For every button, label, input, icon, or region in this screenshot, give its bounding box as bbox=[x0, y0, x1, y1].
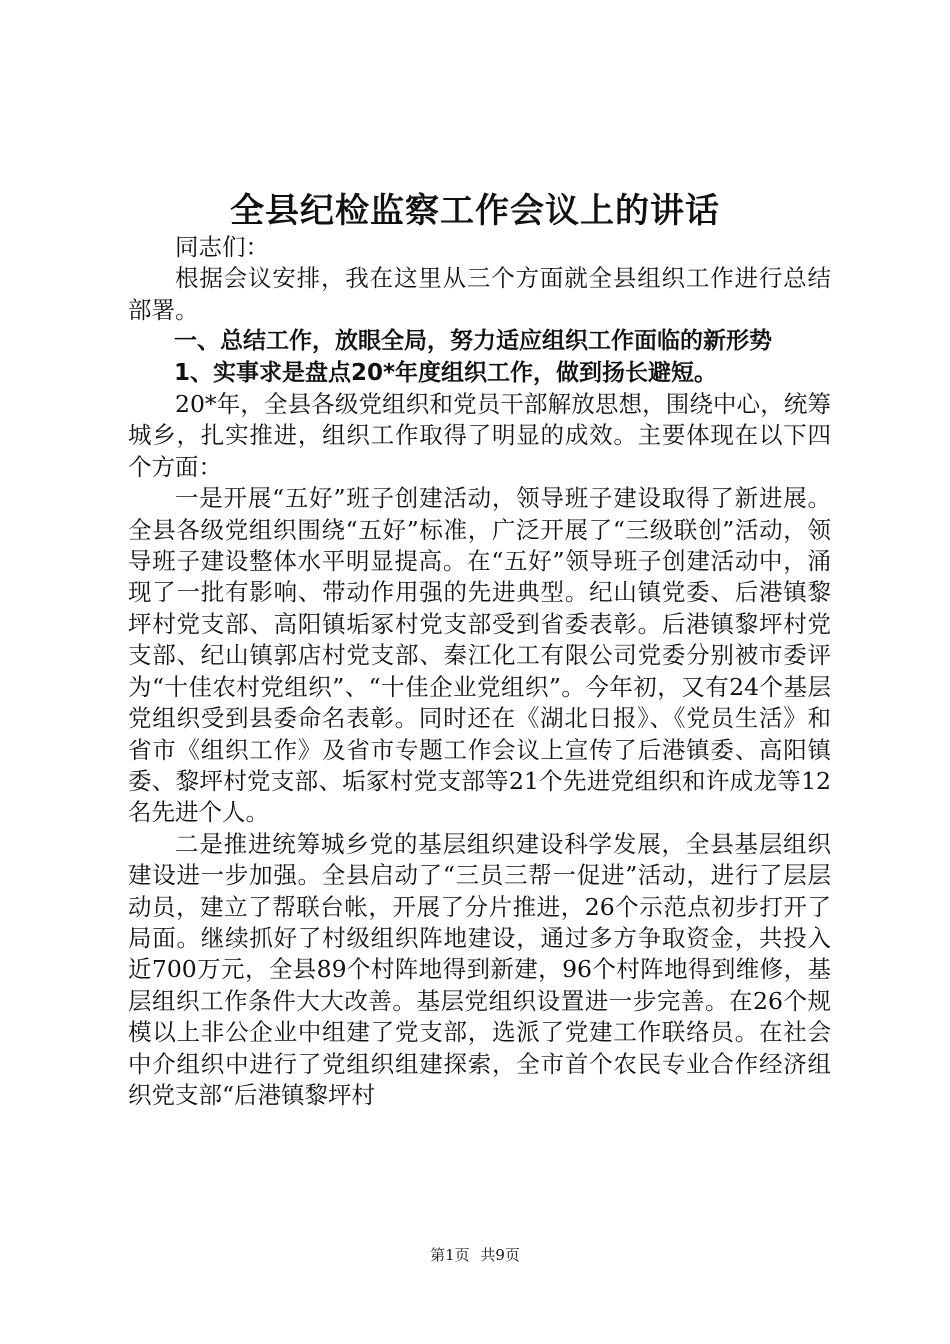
subsection-heading: 1、实事求是盘点20*年度组织工作，做到扬长避短。 bbox=[174, 359, 718, 386]
page-footer bbox=[0, 1244, 950, 1265]
paragraph: 二是推进统筹城乡党的基层组织建设科学发展，全县基层组织建设进一步加强。全县启动了“三员三帮一促进”活动，进行了层层动员，建立了帮联台帐，开展了分片推进，26个示范点初步打开了局面。继续抓好了村级组织阵地建设，通过多方争取资金，共投入近700万元，全县89个村阵地得到新建，96个村阵地得到维修，基层组织工作条件大大改善。基层党组织设置进一步完善。在26个规模以上非公企业中组建了党支部，选派了党建工作联络员。在社会中介组织中进行了党组织组建探索，全市首个农民专业合作经济组织党支部“后港镇黎坪村 bbox=[128, 829, 831, 1109]
document-title: 全县纪检监察工作会议上的讲话 bbox=[230, 191, 720, 231]
page-number: 第1页 bbox=[430, 1246, 470, 1264]
section-heading: 一、总结工作，放眼全局，努力适应组织工作面临的新形势 bbox=[174, 328, 772, 355]
paragraph: 20*年，全县各级党组织和党员干部解放思想，围绕中心，统筹城乡，扎实推进，组织工作取得了明显的成效。主要体现在以下四个方面： bbox=[128, 390, 831, 481]
paragraph: 同志们： bbox=[175, 233, 269, 261]
paragraph: 根据会议安排，我在这里从三个方面就全县组织工作进行总结部署。 bbox=[128, 264, 831, 324]
page-total: 共9页 bbox=[480, 1246, 520, 1264]
document-body bbox=[128, 232, 831, 1111]
paragraph: 一是开展“五好”班子创建活动，领导班子建设取得了新进展。全县各级党组织围绕“五好”标准，广泛开展了“三级联创”活动，领导班子建设整体水平明显提高。在“五好”领导班子创建活动中，涌现了一批有影响、带动作用强的先进典型。纪山镇党委、后港镇黎坪村党支部、高阳镇垢冢村党支部受到省委表彰。后港镇黎坪村党支部、纪山镇郭店村党支部、秦江化工有限公司党委分别被市委评为“十佳农村党组织”、“十佳企业党组织”。今年初，又有24个基层党组织受到县委命名表彰。同时还在《湖北日报》、《党员生活》和省市《组织工作》及省市专题工作会议上宣传了后港镇委、高阳镇委、黎坪村党支部、垢冢村党支部等21个先进党组织和许成龙等12名先进个人。 bbox=[128, 484, 831, 827]
